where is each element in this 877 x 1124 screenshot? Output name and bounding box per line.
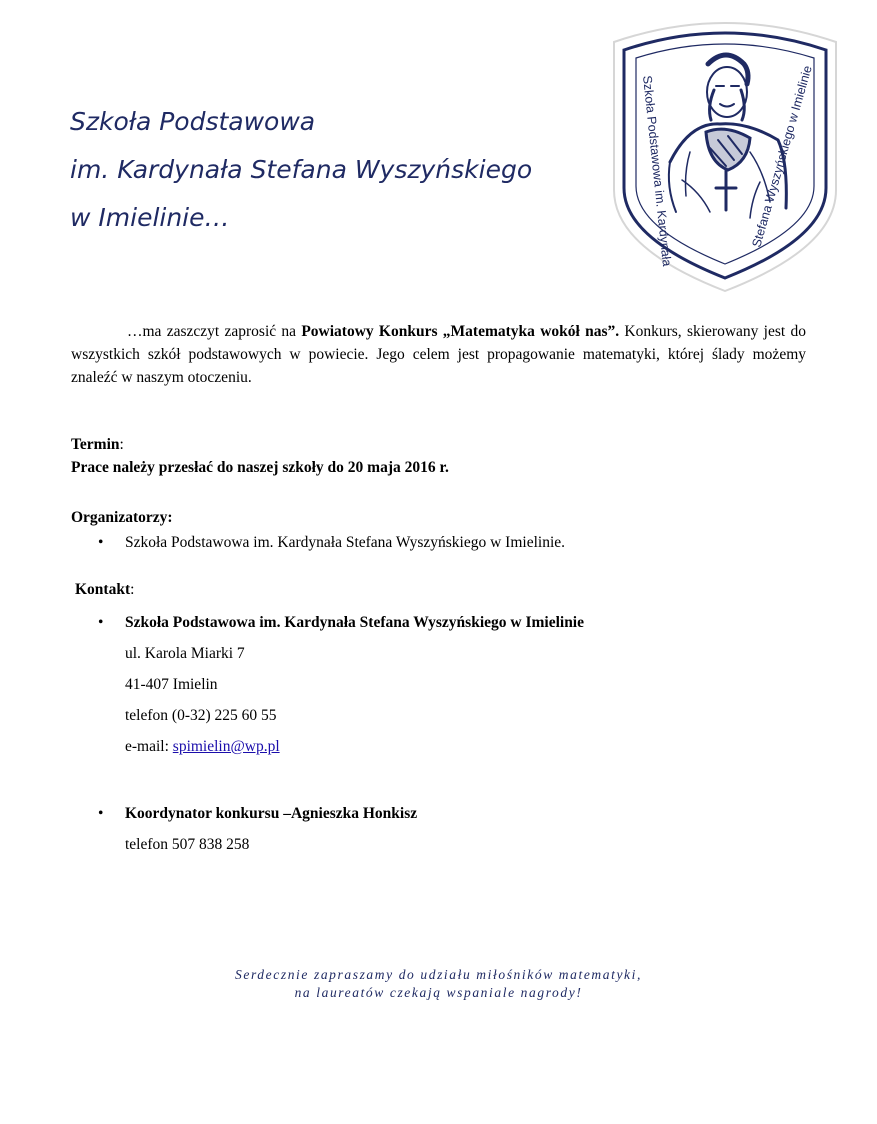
contact-school-name: Szkoła Podstawowa im. Kardynała Stefana Wyszyńskiego w Imielinie xyxy=(125,614,584,631)
list-item xyxy=(71,607,584,762)
contact-city: 41-407 Imielin xyxy=(125,676,218,693)
intro-text-2: Konkurs, skierowany jest do wszystkich szkół podstawowych w powiecie. Jego celem jest propagowanie matematyki, której ślady możemy znaleźć w naszym otoczeniu. xyxy=(71,323,806,386)
deadline-text: Prace należy przesłać do naszej szkoły do 20 maja 2016 r. xyxy=(71,459,449,476)
coordinator-name: Koordynator konkursu –Agnieszka Honkisz xyxy=(125,805,418,822)
intro-text-1: …ma zaszczyt zaprosić na xyxy=(127,323,302,340)
header-line-1: Szkoła Podstawowa xyxy=(70,107,316,136)
header-line-3: w Imielinie… xyxy=(70,203,230,232)
invitation-paragraph xyxy=(71,320,806,389)
bullet-icon: • xyxy=(98,534,104,551)
crest-left-text: Szkoła Podstawowa im. Kardynała xyxy=(640,74,674,268)
coordinator-phone: telefon 507 838 258 xyxy=(125,836,250,853)
list-item xyxy=(71,531,565,554)
contact-heading xyxy=(75,578,134,601)
list-item xyxy=(71,798,417,860)
crest-right-text: Stefana Wyszyńskiego w Imielinie xyxy=(749,64,815,249)
contest-name: Powiatowy Konkurs „Matematyka wokół nas”. xyxy=(301,323,620,340)
coordinator-list xyxy=(71,798,417,860)
contact-label: Kontakt xyxy=(75,581,131,598)
contact-street: ul. Karola Miarki 7 xyxy=(125,645,245,662)
closing-invitation xyxy=(0,966,877,1002)
header-line-2: im. Kardynała Stefana Wyszyńskiego xyxy=(70,155,533,184)
bullet-icon: • xyxy=(98,614,104,631)
organizers-list xyxy=(71,531,565,554)
organizers-heading: Organizatorzy: xyxy=(71,509,173,526)
contact-email-row xyxy=(125,731,584,762)
contact-phone: telefon (0-32) 225 60 55 xyxy=(125,707,277,724)
footer-line-1: Serdecznie zapraszamy do udziału miłośników matematyki, xyxy=(235,967,642,982)
email-link[interactable]: spimielin@wp.pl xyxy=(172,738,280,755)
organizer-name: Szkoła Podstawowa im. Kardynała Stefana Wyszyńskiego w Imielinie. xyxy=(125,534,566,551)
contact-colon: : xyxy=(130,581,135,598)
deadline-colon: : xyxy=(119,436,124,453)
contact-list xyxy=(71,607,584,762)
bullet-icon: • xyxy=(98,805,104,822)
deadline-section xyxy=(71,433,449,479)
school-header xyxy=(70,98,610,242)
footer-line-2: na laureatów czekają wspaniale nagrody! xyxy=(294,985,583,1000)
school-crest-logo xyxy=(610,12,840,294)
deadline-label: Termin xyxy=(71,436,120,453)
email-label: e-mail: xyxy=(125,738,173,755)
